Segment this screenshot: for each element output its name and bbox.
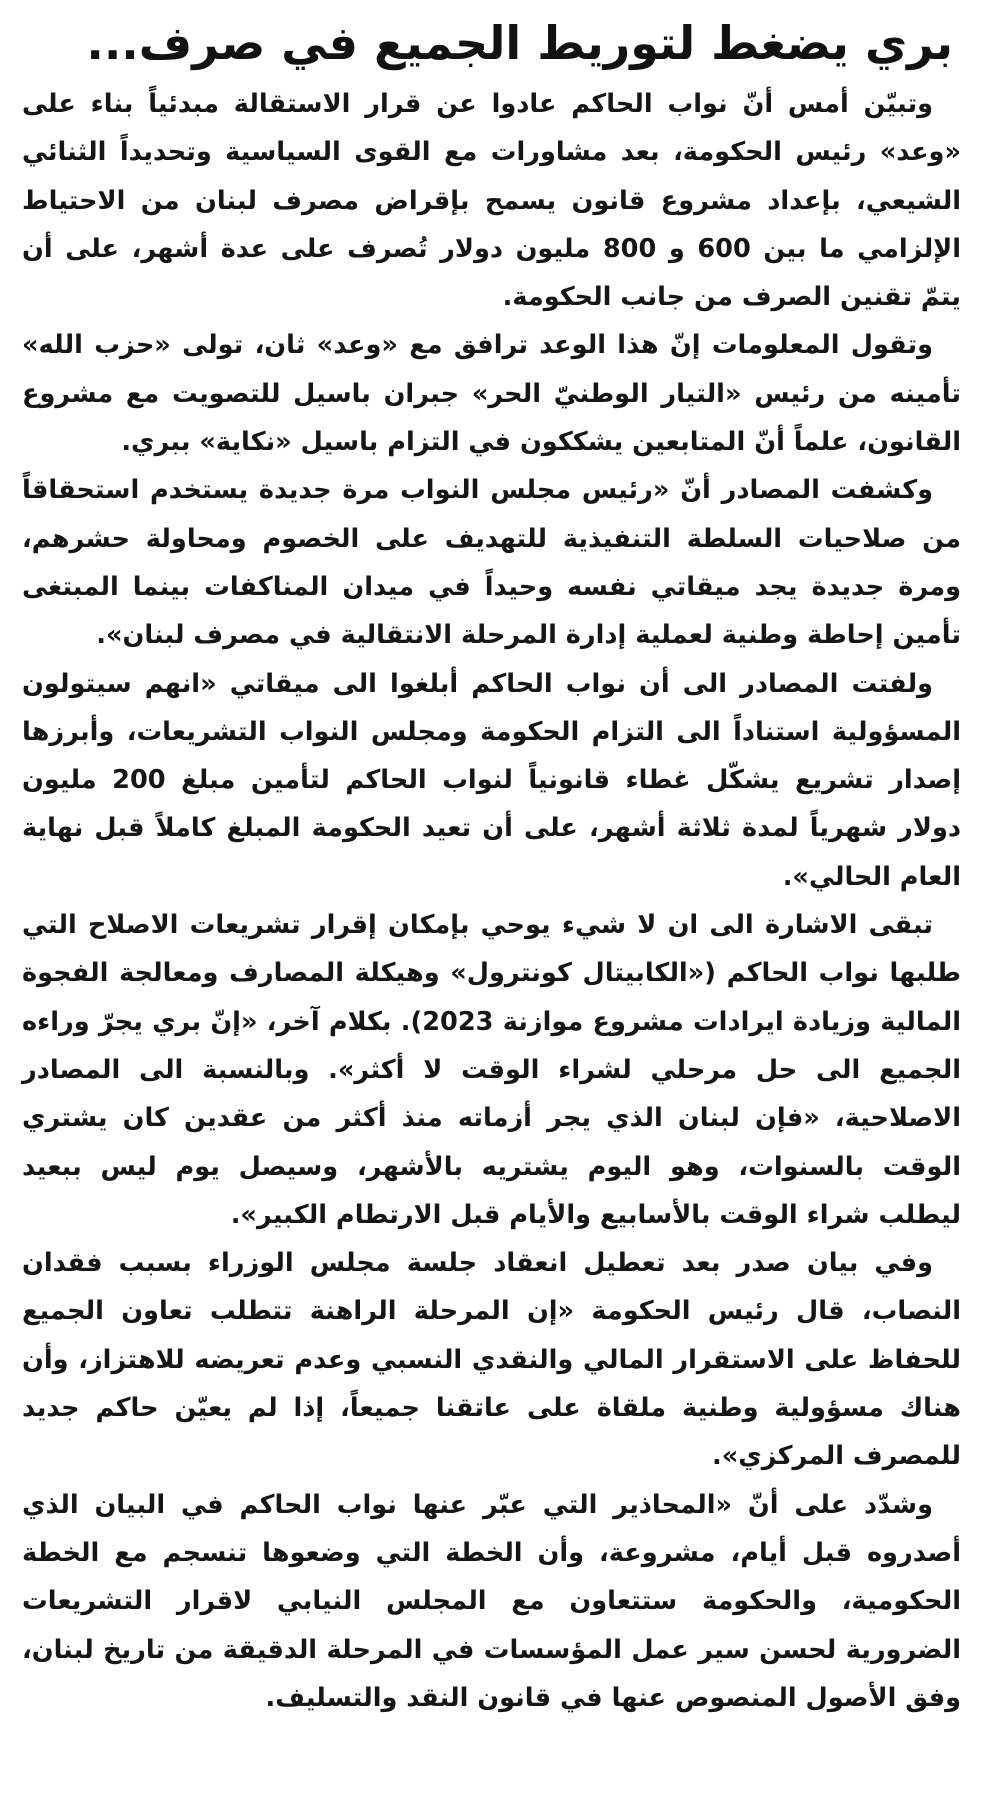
headline: بري يضغط لتوريط الجميع في صرف...: [86, 16, 953, 70]
paragraph: وتبيّن أمس أنّ نواب الحاكم عادوا عن قرار الاستقالة مبدئياً بناء على «وعد» رئيس الحكومة، بعد مشاورات مع القوى السياسية وتحديداً الثنائي الشيعي، بإعداد مشروع قانون يسمح بإقراض مصرف لبنان من الاحتياط الإلزامي ما بين 600 و 800 مليون دولار تُصرف على عدة أشهر، على أن يتمّ تقنين الصرف من جانب الحكومة.: [22, 89, 962, 313]
paragraph: ولفتت المصادر الى أن نواب الحاكم أبلغوا الى ميقاتي «انهم سيتولون المسؤولية استناداً الى التزام الحكومة ومجلس النواب التشريعات، وأبرزها إصدار تشريع يشكّل غطاء قانونياً لنواب الحاكم لتأمين مبلغ 200 مليون دولار شهرياً لمدة ثلاثة أشهر، على أن تعيد الحكومة المبلغ كاملاً قبل نهاية العام الحالي».: [22, 668, 961, 892]
paragraph: وشدّد على أنّ «المحاذير التي عبّر عنها نواب الحاكم في البيان الذي أصدروه قبل أيام، مشروعة، وأن الخطة التي وضعوها تنسجم مع الخطة الحكومية، والحكومة ستتعاون مع المجلس النيابي لاقرار التشريعات الضرورية لحسن سير عمل المؤسسات في المرحلة الدقيقة من تاريخ لبنان، وفق الأصول المنصوص عنها في قانون النقد والتسليف.: [22, 1489, 961, 1713]
paragraph: وكشفت المصادر أنّ «رئيس مجلس النواب مرة جديدة يستخدم استحقاقاً من صلاحيات السلطة التنفيذية للتهديف على الخصوم ومحاولة حشرهم، ومرة جديدة يجد ميقاتي نفسه وحيداً في ميدان المناكفات بينما المبتغى تأمين إحاطة وطنية لعملية إدارة المرحلة الانتقالية في مصرف لبنان».: [22, 475, 961, 651]
paragraph: وفي بيان صدر بعد تعطيل انعقاد جلسة مجلس الوزراء بسبب فقدان النصاب، قال رئيس الحكومة «إن المرحلة الراهنة تتطلب تعاون الجميع للحفاظ على الاستقرار المالي والنقدي النسبي وعدم تعريضه للاهتزاز، وأن هناك مسؤولية وطنية ملقاة على عاتقنا جميعاً، إذا لم يعيّن حاكم جديد للمصرف المركزي».: [22, 1248, 961, 1472]
paragraph: تبقى الاشارة الى ان لا شيء يوحي بإمكان إقرار تشريعات الاصلاح التي طلبها نواب الحاكم («الكابيتال كونترول» وهيكلة المصارف ومعالجة الفجوة المالية وزيادة ايرادات مشروع موازنة 2023). بكلام آخر، «إنّ بري يجرّ وراءه الجميع الى حل مرحلي لشراء الوقت لا أكثر». وبالنسبة الى المصادر الاصلاحية، «فإن لبنان الذي يجر أزماته منذ أكثر من عقدين كان يشتري الوقت بالسنوات، وهو اليوم يشتريه بالأشهر، وسيصل يوم ليس ببعيد ليطلب شراء الوقت بالأسابيع والأيام قبل الارتطام الكبير».: [22, 910, 961, 1230]
paragraph: وتقول المعلومات إنّ هذا الوعد ترافق مع «وعد» ثان، تولى «حزب الله» تأمينه من رئيس «التيار الوطنيّ الحر» جبران باسيل للتصويت مع مشروع القانون، علماً أنّ المتابعين يشككون في التزام باسيل «نكاية» ببري.: [22, 330, 961, 458]
article-body: [22, 80, 961, 1722]
